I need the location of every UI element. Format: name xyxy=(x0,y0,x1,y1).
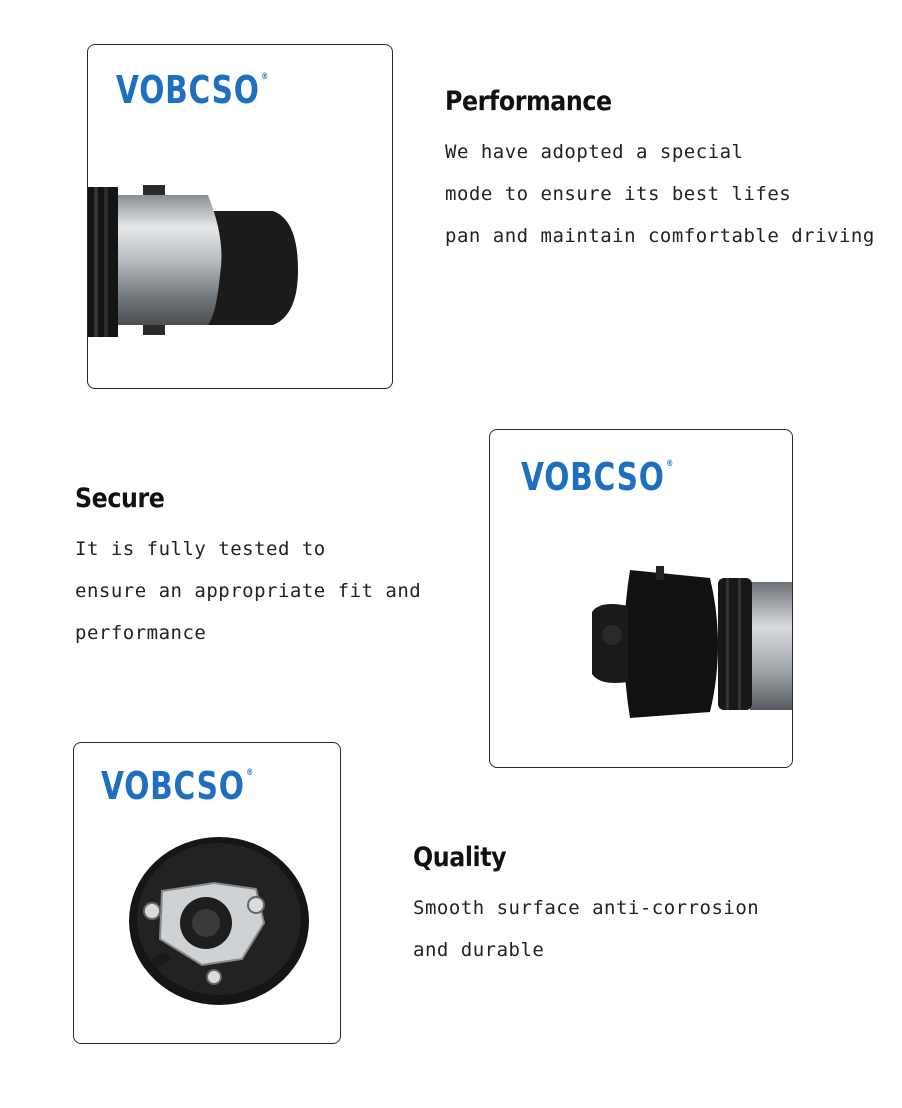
section-text-line: We have adopted a special xyxy=(445,141,744,163)
section-text-line: Smooth surface anti-corrosion xyxy=(413,897,760,919)
registered-mark: ® xyxy=(261,72,270,82)
air-spring-side-view-image xyxy=(88,45,393,389)
brand-logo-text: VOBCSO xyxy=(101,764,245,808)
brand-logo-text: VOBCSO xyxy=(116,68,260,112)
registered-mark: ® xyxy=(246,768,255,778)
product-image-card-1 xyxy=(87,44,393,389)
product-image-card-3 xyxy=(73,742,341,1044)
section-text-line: performance xyxy=(75,622,207,644)
section-text-line: ensure an appropriate fit and xyxy=(75,580,422,602)
section-text-line: pan and maintain comfortable driving xyxy=(445,225,875,247)
air-spring-end-cap-view-image xyxy=(490,430,793,768)
section-heading-performance: Performance xyxy=(445,86,612,117)
air-spring-top-mount-view-image xyxy=(74,743,341,1044)
section-text-line: It is fully tested to xyxy=(75,538,326,560)
section-heading-quality: Quality xyxy=(413,842,507,873)
section-text-line: mode to ensure its best lifes xyxy=(445,183,792,205)
brand-logo-text: VOBCSO xyxy=(521,455,665,499)
registered-mark: ® xyxy=(666,459,675,469)
product-image-card-2 xyxy=(489,429,793,768)
section-text-line: and durable xyxy=(413,939,545,961)
section-heading-secure: Secure xyxy=(75,483,165,514)
